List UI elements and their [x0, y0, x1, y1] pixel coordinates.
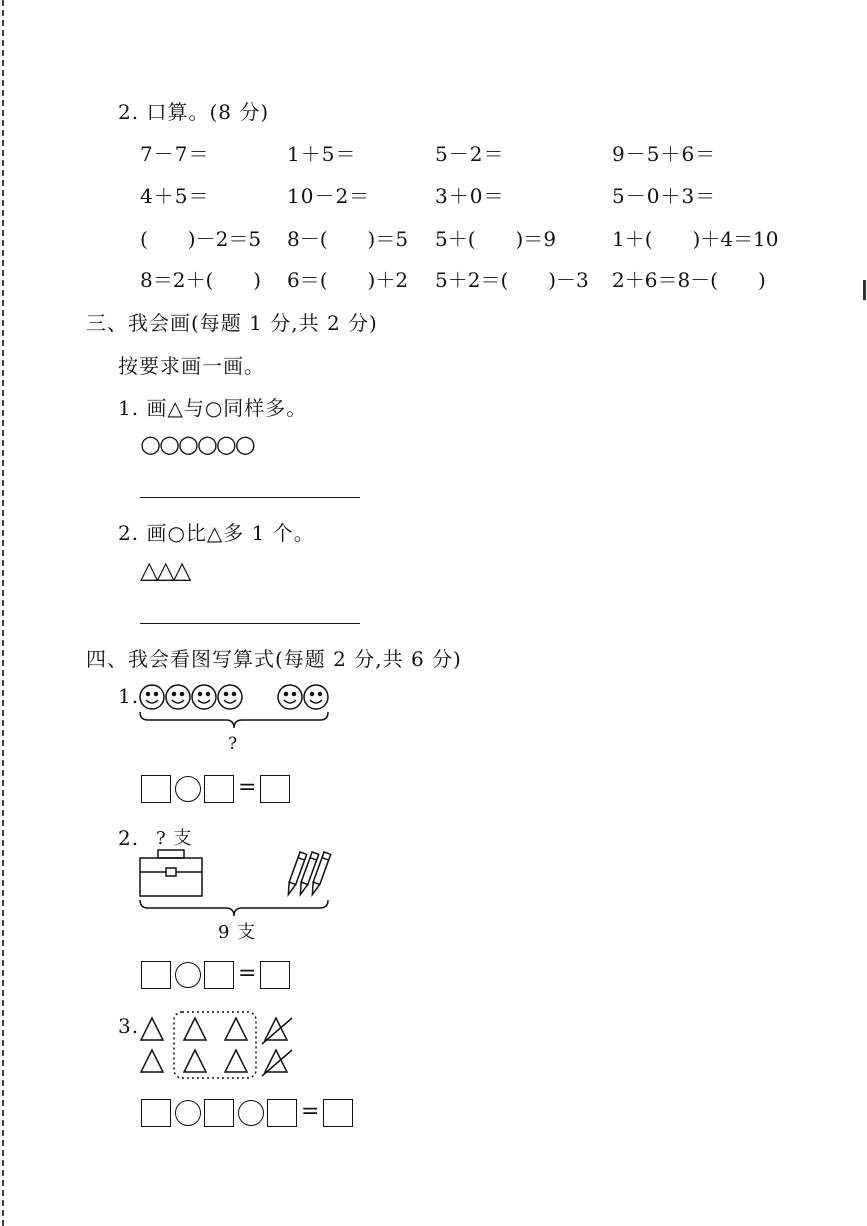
calc-item: 5＋( )＝9	[435, 227, 557, 251]
calc-item: 2＋6＝8－( )	[612, 268, 766, 292]
circles-row: ○○○○○○	[140, 430, 254, 458]
q2-title: 2. 口算。(8 分)	[118, 100, 270, 124]
calc-item: 5＋2＝( )－3	[435, 268, 589, 292]
triangle-icon	[184, 1050, 206, 1072]
calc-item: 5－2＝	[435, 142, 505, 166]
triangles-row: △△△	[140, 556, 190, 584]
calc-item: 1＋( )＋4＝10	[612, 227, 779, 251]
q2-total-label: 9 支	[218, 922, 257, 943]
crossed-triangle-icon	[262, 1018, 292, 1044]
equals-sign: =	[301, 1099, 320, 1124]
operator-circle[interactable]	[238, 1100, 264, 1126]
draw-q1-prompt: 1. 画△与○同样多。	[118, 396, 308, 420]
calc-item: 7－7＝	[140, 142, 210, 166]
q1-number: 1.	[118, 684, 140, 708]
q2-number: 2.	[118, 826, 140, 850]
triangle-icon	[141, 1018, 163, 1040]
section3-instruction: 按要求画一画。	[118, 354, 265, 378]
calc-item: ( )－2＝5	[140, 227, 262, 251]
draw-q2-prompt: 2. 画○比△多 1 个。	[118, 521, 315, 545]
calc-item: 1＋5＝	[287, 142, 357, 166]
operator-circle[interactable]	[175, 1100, 201, 1126]
calc-item: 8＝2＋( )	[140, 268, 262, 292]
answer-box[interactable]	[141, 1099, 171, 1127]
calc-item: 6＝( )＋2	[287, 268, 409, 292]
calc-item: 10－2＝	[287, 184, 371, 208]
q2-unknown-label: ? 支	[156, 828, 193, 849]
triangle-icon	[225, 1018, 247, 1040]
calc-item: 4＋5＝	[140, 184, 210, 208]
triangle-icon	[225, 1050, 247, 1072]
calc-item: 5－0＋3＝	[612, 184, 717, 208]
calc-item: 8－( )＝5	[287, 227, 409, 251]
equals-sign: =	[238, 961, 257, 986]
q1-question-mark: ?	[228, 734, 239, 754]
section3-title: 三、我会画(每题 1 分,共 2 分)	[86, 311, 378, 335]
answer-box[interactable]	[267, 1099, 297, 1127]
calc-item: 3＋0＝	[435, 184, 505, 208]
answer-box[interactable]	[204, 1099, 234, 1127]
crossed-triangle-icon	[262, 1050, 292, 1076]
equals-sign: =	[238, 775, 257, 800]
triangle-icon	[141, 1050, 163, 1072]
section4-title: 四、我会看图写算式(每题 2 分,共 6 分)	[86, 647, 462, 671]
q3-number: 3.	[118, 1014, 140, 1038]
calc-item: 9－5＋6＝	[612, 142, 717, 166]
triangle-icon	[184, 1018, 206, 1040]
answer-box[interactable]	[323, 1099, 353, 1127]
